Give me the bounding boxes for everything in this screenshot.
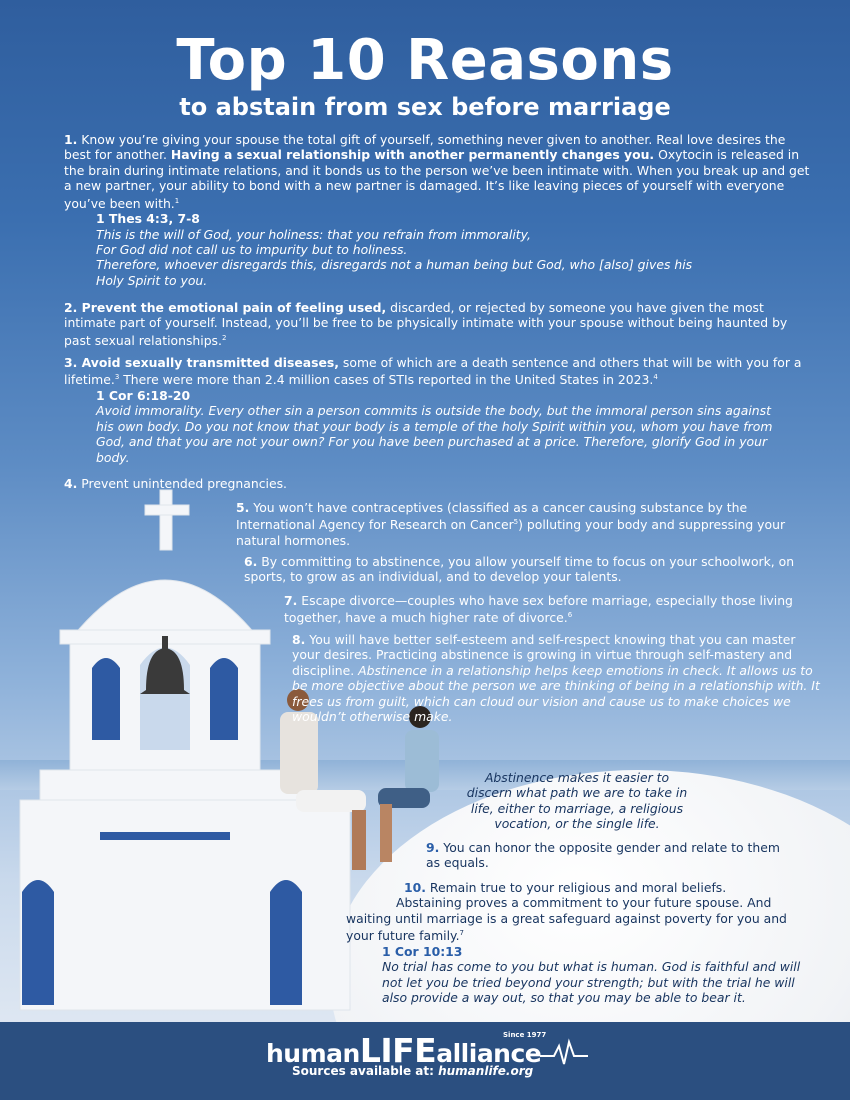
reason-6 [244, 554, 814, 585]
reason-9-text: You can honor the opposite gender and relate to them as equals. [426, 840, 780, 871]
reason-1-text-a: Know you’re giving your spouse the total gift of yourself, something never given to another. Real love desires the best for another. [64, 132, 786, 163]
reason-1-quote-line-4: Holy Spirit to you. [96, 272, 208, 288]
reason-10-number: 10. [404, 880, 426, 895]
reason-7-number: 7. [284, 593, 298, 608]
reason-1-scripture-ref: 1 Thes 4:3, 7-8 [96, 211, 200, 227]
logo-life: LIFE [359, 1031, 437, 1070]
reason-8 [292, 632, 824, 724]
reason-8-text: You will have better self-esteem and self-respect knowing that you can master your desires. Practicing abstinence is growing in virtue through self-mastery and discipline. [292, 632, 796, 678]
sources-link[interactable]: humanlife.org [438, 1064, 534, 1078]
reason-3 [64, 355, 816, 465]
reason-1-text-b: Oxytocin is released in the brain during intimate relations, and it bonds us to the person we’ve been intimate with. When you break up and get a new partner, your ability to bond with a new partner is damaged. It’s like leaving pieces of yourself with everyone you’ve been with. [64, 147, 810, 211]
reason-4-number: 4. [64, 476, 78, 491]
reason-2 [64, 300, 816, 348]
reason-2-number: 2. [64, 300, 78, 315]
reason-10-text-a: Remain true to your religious and moral beliefs. [425, 880, 727, 895]
reason-1-bold: Having a sexual relationship with another permanently changes you. [170, 147, 655, 163]
page-subtitle: to abstain from sex before marriage [179, 93, 671, 121]
since-label: Since 1977 [503, 1031, 547, 1039]
reason-3-text-b: There were more than 2.4 million cases of STIs reported in the United States in 2023. [119, 372, 654, 388]
reason-10-scripture-ref: 1 Cor 10:13 [382, 943, 463, 959]
reason-8-number: 8. [292, 632, 306, 647]
reason-3-footnote-b: 4 [653, 373, 658, 382]
reason-1-number: 1. [64, 132, 78, 147]
reason-3-quote: Avoid immorality. Every other sin a person commits is outside the body, but the immoral person sins against his own body. Do you not know that your body is a temple of the holy Spirit within you, whom you have from God, and that you are not your own? For you have been purchased at a price. Therefore, glorify God in your body. [96, 403, 773, 465]
reason-1-quote-line-2: For God did not call us to impurity but to holiness. [96, 241, 408, 257]
reason-10 [346, 880, 806, 1005]
reason-7 [284, 593, 804, 626]
reason-5-number: 5. [236, 500, 250, 515]
reason-5-text-a: You won’t have contraceptives (classified as a cancer causing substance by the International Agency for Research on Cancer [236, 500, 748, 533]
abstinence-quote: Abstinence makes it easier to discern what path we are to take in life, either to marriage, a religious vocation, or the single life. [466, 770, 688, 832]
reason-10-quote: No trial has come to you but what is human. God is faithful and will not let you be tried beyond your strength; but with the trial he will also provide a way out, so that you may be able to bear it. [382, 959, 801, 1005]
reason-10-text-b: Abstaining proves a commitment to your future spouse. And waiting until marriage is a great safeguard against poverty for you and your future family. [346, 895, 787, 944]
reason-4-text: Prevent unintended pregnancies. [77, 476, 287, 491]
reason-3-footnote-a: 3 [114, 373, 120, 382]
reason-2-text: discarded, or rejected by someone you have given the most intimate part of yourself. Instead, you’ll be free to be physically intimate with your spouse without being haunted by past sexual relationships. [64, 300, 788, 348]
reason-9-number: 9. [426, 840, 440, 855]
reason-10-footnote: 7 [459, 929, 464, 938]
heartbeat-icon [540, 1038, 590, 1068]
reason-2-footnote: 2 [221, 333, 227, 342]
reason-5-text-b: ) polluting your body and suppressing your natural hormones. [236, 517, 786, 548]
reason-2-bold: Prevent the emotional pain of feeling used, [77, 300, 387, 315]
reason-1-quote-line-3: Therefore, whoever disregards this, disregards not a human being but God, who [also] gives his [96, 257, 693, 273]
reason-6-number: 6. [244, 554, 258, 569]
sources-line [292, 1064, 533, 1078]
sources-label: Sources available at: [292, 1064, 439, 1078]
reason-5-footnote: 5 [513, 518, 519, 527]
page-title: Top 10 Reasons [176, 28, 674, 93]
reason-8-italic: Abstinence in a relationship helps keep emotions in check. It allows us to be more objective about the person we are thinking of being in a relationship with. It frees us from guilt, which can cloud our vision and cause us to make choices we wouldn’t otherwise make. [292, 662, 820, 725]
reason-7-footnote: 6 [567, 611, 573, 620]
reason-1-footnote: 1 [174, 196, 180, 205]
reason-6-text: By committing to abstinence, you allow yourself time to focus on your schoolwork, on sports, to grow as an individual, and to develop your talents. [244, 554, 795, 585]
logo-alliance: alliance [436, 1039, 542, 1068]
reason-3-number: 3. [64, 355, 78, 370]
reason-4 [64, 476, 564, 491]
reason-5 [236, 500, 806, 548]
logo-human: human [266, 1039, 360, 1068]
reason-7-text: Escape divorce—couples who have sex before marriage, especially those living together, have a much higher rate of divorce. [284, 593, 793, 626]
reason-3-scripture-ref: 1 Cor 6:18-20 [96, 387, 191, 403]
reason-9 [426, 840, 786, 871]
reason-3-text-a: some of which are a death sentence and others that will be with you for a lifetime. [64, 355, 802, 388]
reason-1-quote-line-1: This is the will of God, your holiness: that you refrain from immorality, [96, 226, 531, 242]
reason-1 [64, 132, 816, 288]
reason-3-bold: Avoid sexually transmitted diseases, [77, 355, 339, 370]
